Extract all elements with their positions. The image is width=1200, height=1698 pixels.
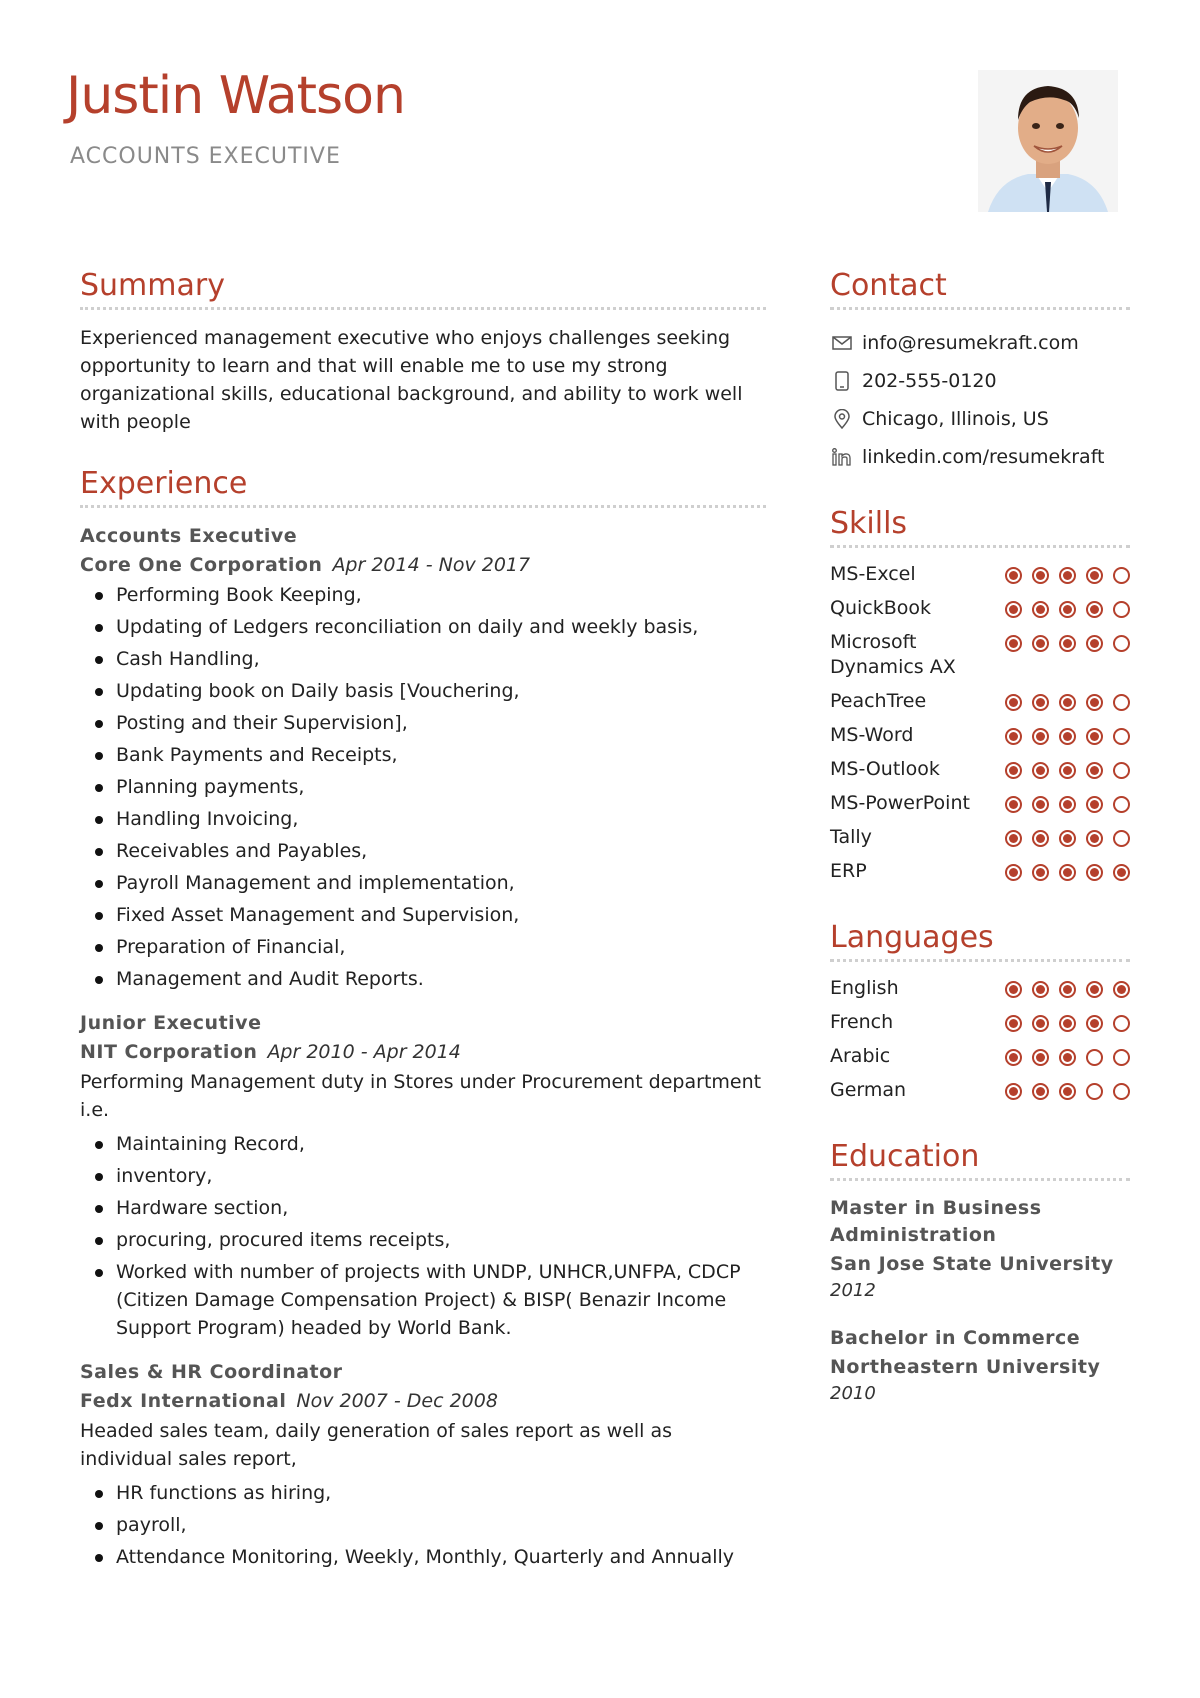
job-dates: Nov 2007 - Dec 2008 — [296, 1390, 498, 1412]
rating-dot-empty — [1113, 830, 1130, 847]
language-row — [830, 976, 1130, 1001]
language-row — [830, 1078, 1130, 1103]
rating-dots — [1005, 791, 1130, 813]
rating-dot-filled — [1059, 981, 1076, 998]
rating-dot-filled — [1005, 601, 1022, 618]
rating-dot-filled — [1059, 830, 1076, 847]
rating-dots — [1005, 976, 1130, 998]
location-pin-icon — [830, 408, 854, 430]
job-dates: Apr 2014 - Nov 2017 — [332, 554, 531, 576]
rating-dots — [1005, 757, 1130, 779]
rating-dot-empty — [1113, 694, 1130, 711]
rating-dot-filled — [1059, 1083, 1076, 1100]
rating-dot-filled — [1086, 635, 1103, 652]
education-entry — [830, 1325, 1130, 1406]
job-bullet: Posting and their Supervision], — [92, 709, 766, 737]
education-school: Northeastern University — [830, 1356, 1101, 1378]
summary-section — [80, 268, 766, 436]
skills-heading: Skills — [830, 506, 1130, 548]
rating-dot-filled — [1005, 1049, 1022, 1066]
job-company: Core One Corporation — [80, 554, 323, 576]
job-title: Sales & HR Coordinator — [80, 1361, 343, 1383]
rating-dot-filled — [1032, 981, 1049, 998]
job-title: Accounts Executive — [80, 525, 298, 547]
contact-phone-text: 202-555-0120 — [862, 370, 997, 392]
profile-photo-illustration — [978, 70, 1118, 212]
rating-dot-filled — [1086, 567, 1103, 584]
rating-dots — [1005, 689, 1130, 711]
language-name: English — [830, 977, 899, 999]
job-bullet-list — [92, 1130, 766, 1342]
rating-dot-filled — [1005, 728, 1022, 745]
contact-phone[interactable] — [830, 362, 1130, 400]
candidate-name: Justin Watson — [66, 66, 405, 126]
rating-dot-filled — [1032, 601, 1049, 618]
job-bullet: HR functions as hiring, — [92, 1479, 766, 1507]
job-bullet: Performing Book Keeping, — [92, 581, 766, 609]
rating-dot-filled — [1032, 1015, 1049, 1032]
language-name: German — [830, 1079, 907, 1101]
rating-dot-empty — [1113, 1049, 1130, 1066]
rating-dots — [1005, 723, 1130, 745]
contact-location — [830, 400, 1130, 438]
rating-dot-empty — [1113, 728, 1130, 745]
job-bullet: Receivables and Payables, — [92, 837, 766, 865]
rating-dots — [1005, 1044, 1130, 1066]
skills-list — [830, 562, 1130, 884]
job-entry — [80, 1358, 766, 1571]
rating-dot-filled — [1005, 981, 1022, 998]
skill-name: ERP — [830, 860, 867, 882]
rating-dot-filled — [1059, 796, 1076, 813]
rating-dot-filled — [1086, 694, 1103, 711]
phone-icon — [830, 370, 854, 392]
rating-dot-filled — [1059, 601, 1076, 618]
left-column — [80, 268, 766, 1587]
education-degree: Master in Business Administration — [830, 1197, 1042, 1246]
job-bullet: Management and Audit Reports. — [92, 965, 766, 993]
skill-row — [830, 723, 1130, 748]
rating-dots — [1005, 1010, 1130, 1032]
rating-dot-filled — [1086, 796, 1103, 813]
job-bullet: Maintaining Record, — [92, 1130, 766, 1158]
skill-name: PeachTree — [830, 690, 927, 712]
language-row — [830, 1044, 1130, 1069]
rating-dot-filled — [1086, 728, 1103, 745]
linkedin-icon — [830, 446, 854, 468]
rating-dots — [1005, 630, 1130, 652]
skill-name: Microsoft Dynamics AX — [830, 631, 956, 678]
rating-dot-empty — [1113, 796, 1130, 813]
rating-dot-empty — [1113, 635, 1130, 652]
rating-dot-empty — [1086, 1049, 1103, 1066]
rating-dot-filled — [1005, 762, 1022, 779]
education-heading: Education — [830, 1139, 1130, 1181]
rating-dot-filled — [1086, 864, 1103, 881]
rating-dot-filled — [1032, 796, 1049, 813]
rating-dot-filled — [1113, 864, 1130, 881]
skill-row — [830, 859, 1130, 884]
rating-dot-filled — [1032, 567, 1049, 584]
job-bullet: procuring, procured items receipts, — [92, 1226, 766, 1254]
rating-dot-filled — [1059, 1015, 1076, 1032]
experience-heading: Experience — [80, 466, 766, 508]
skill-row — [830, 825, 1130, 850]
rating-dot-filled — [1086, 830, 1103, 847]
job-bullet: Fixed Asset Management and Supervision, — [92, 901, 766, 929]
job-list — [80, 522, 766, 1571]
summary-text: Experienced management executive who enjoys challenges seeking opportunity to learn and that will enable me to use my strong organizational skills, educational background, and ability to work well with people — [80, 327, 743, 433]
rating-dot-empty — [1113, 762, 1130, 779]
rating-dot-filled — [1086, 762, 1103, 779]
job-bullet: Payroll Management and implementation, — [92, 869, 766, 897]
rating-dot-filled — [1005, 1083, 1022, 1100]
contact-email[interactable] — [830, 324, 1130, 362]
rating-dot-filled — [1086, 601, 1103, 618]
rating-dot-empty — [1086, 1083, 1103, 1100]
job-bullet: Planning payments, — [92, 773, 766, 801]
contact-linkedin[interactable] — [830, 438, 1130, 476]
rating-dot-filled — [1059, 864, 1076, 881]
rating-dots — [1005, 825, 1130, 847]
job-description: Headed sales team, daily generation of sales report as well as individual sales report, — [80, 1420, 673, 1470]
experience-section — [80, 466, 766, 1571]
contact-heading: Contact — [830, 268, 1130, 310]
rating-dot-filled — [1086, 1015, 1103, 1032]
skill-name: MS-Word — [830, 724, 914, 746]
contact-location-text: Chicago, Illinois, US — [862, 408, 1049, 430]
rating-dot-filled — [1005, 796, 1022, 813]
contact-email-text: info@resumekraft.com — [862, 332, 1079, 354]
rating-dot-filled — [1059, 567, 1076, 584]
rating-dot-filled — [1032, 1049, 1049, 1066]
rating-dot-filled — [1059, 762, 1076, 779]
education-list — [830, 1195, 1130, 1406]
skill-row — [830, 689, 1130, 714]
summary-heading: Summary — [80, 268, 766, 310]
rating-dot-filled — [1032, 635, 1049, 652]
language-name: Arabic — [830, 1045, 891, 1067]
job-company-line — [80, 1037, 766, 1068]
language-name: French — [830, 1011, 894, 1033]
job-description: Performing Management duty in Stores under Procurement department i.e. — [80, 1071, 762, 1121]
skill-name: MS-Outlook — [830, 758, 940, 780]
rating-dot-filled — [1032, 1083, 1049, 1100]
rating-dot-filled — [1059, 1049, 1076, 1066]
contact-linkedin-text: linkedin.com/resumekraft — [862, 446, 1105, 468]
language-row — [830, 1010, 1130, 1035]
rating-dot-filled — [1005, 694, 1022, 711]
rating-dots — [1005, 859, 1130, 881]
rating-dot-filled — [1032, 728, 1049, 745]
job-bullet: Bank Payments and Receipts, — [92, 741, 766, 769]
job-company: NIT Corporation — [80, 1041, 258, 1063]
job-bullet: Cash Handling, — [92, 645, 766, 673]
rating-dot-filled — [1059, 694, 1076, 711]
rating-dot-filled — [1032, 864, 1049, 881]
rating-dots — [1005, 562, 1130, 584]
job-bullet-list — [92, 581, 766, 993]
skill-name: Tally — [830, 826, 872, 848]
skill-row — [830, 791, 1130, 816]
skill-row — [830, 596, 1130, 621]
rating-dots — [1005, 596, 1130, 618]
job-company-line — [80, 1386, 766, 1417]
job-company: Fedx International — [80, 1390, 287, 1412]
rating-dot-empty — [1113, 1083, 1130, 1100]
languages-list — [830, 976, 1130, 1103]
education-entry — [830, 1195, 1130, 1303]
job-bullet: Handling Invoicing, — [92, 805, 766, 833]
job-entry — [80, 1009, 766, 1342]
rating-dot-filled — [1059, 635, 1076, 652]
rating-dot-empty — [1113, 567, 1130, 584]
rating-dot-filled — [1005, 635, 1022, 652]
skills-section — [830, 506, 1130, 884]
rating-dots — [1005, 1078, 1130, 1100]
job-entry — [80, 522, 766, 993]
skill-row — [830, 562, 1130, 587]
job-dates: Apr 2010 - Apr 2014 — [267, 1041, 461, 1063]
rating-dot-filled — [1032, 830, 1049, 847]
job-bullet: Updating of Ledgers reconciliation on daily and weekly basis, — [92, 613, 766, 641]
education-school: San Jose State University — [830, 1253, 1114, 1275]
job-bullet: inventory, — [92, 1162, 766, 1190]
rating-dot-filled — [1005, 830, 1022, 847]
job-bullet: Attendance Monitoring, Weekly, Monthly, Quarterly and Annually — [92, 1543, 766, 1571]
rating-dot-filled — [1059, 728, 1076, 745]
education-section — [830, 1139, 1130, 1406]
rating-dot-filled — [1113, 981, 1130, 998]
skill-name: QuickBook — [830, 597, 932, 619]
contact-section — [830, 268, 1130, 476]
job-company-line — [80, 550, 766, 581]
right-column — [830, 268, 1130, 1428]
education-degree: Bachelor in Commerce — [830, 1327, 1081, 1349]
skill-row — [830, 630, 1130, 680]
languages-heading: Languages — [830, 920, 1130, 962]
skill-name: MS-Excel — [830, 563, 916, 585]
rating-dot-filled — [1005, 1015, 1022, 1032]
rating-dot-filled — [1032, 762, 1049, 779]
rating-dot-empty — [1113, 1015, 1130, 1032]
job-bullet-list — [92, 1479, 766, 1571]
job-bullet: Updating book on Daily basis [Vouchering, — [92, 677, 766, 705]
job-title: Junior Executive — [80, 1012, 262, 1034]
rating-dot-filled — [1005, 567, 1022, 584]
education-year: 2012 — [830, 1280, 876, 1301]
job-bullet: Worked with number of projects with UNDP, UNHCR,UNFPA, CDCP (Citizen Damage Compensation Project) & BISP( Benazir Income Support Program) headed by World Bank. — [92, 1258, 766, 1342]
languages-section — [830, 920, 1130, 1103]
envelope-icon — [830, 332, 854, 354]
job-bullet: Preparation of Financial, — [92, 933, 766, 961]
rating-dot-filled — [1032, 694, 1049, 711]
skill-row — [830, 757, 1130, 782]
profile-photo — [978, 70, 1118, 212]
rating-dot-empty — [1113, 601, 1130, 618]
rating-dot-filled — [1086, 981, 1103, 998]
education-year: 2010 — [830, 1383, 876, 1404]
rating-dot-filled — [1005, 864, 1022, 881]
skill-name: MS-PowerPoint — [830, 792, 970, 814]
job-bullet: Hardware section, — [92, 1194, 766, 1222]
job-bullet: payroll, — [92, 1511, 766, 1539]
candidate-title: ACCOUNTS EXECUTIVE — [70, 144, 341, 169]
